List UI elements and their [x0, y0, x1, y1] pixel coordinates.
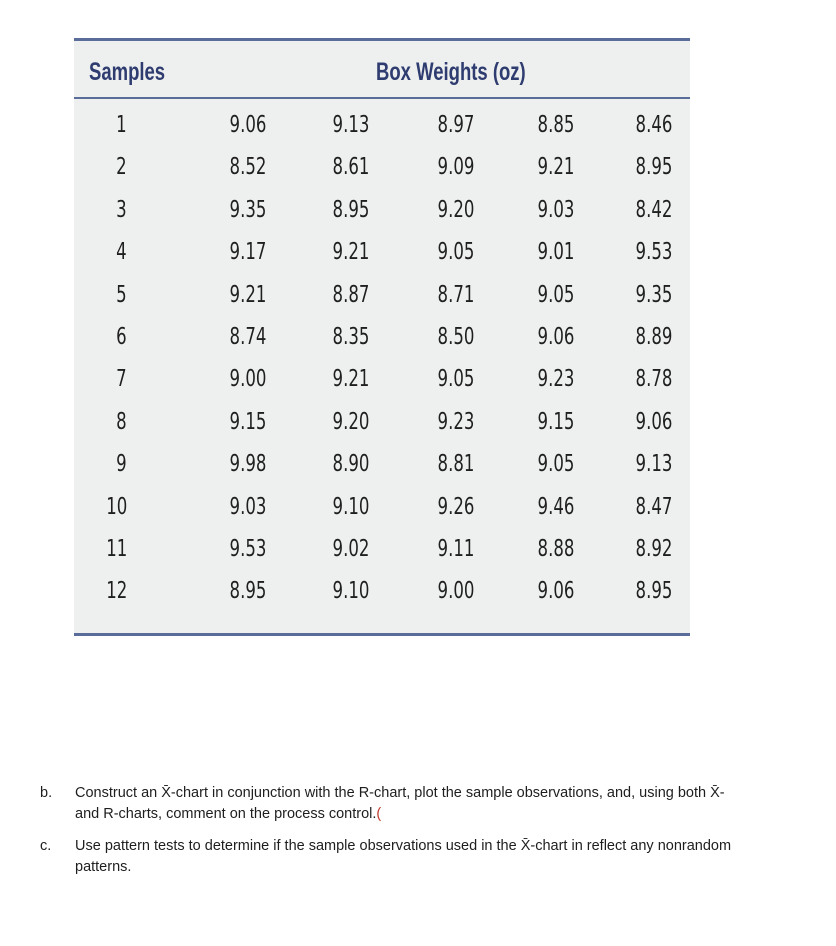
- box-weight-cell: 8.81: [437, 451, 475, 477]
- sample-number-cell: 7: [116, 366, 127, 392]
- box-weight-cell: 8.95: [635, 578, 673, 604]
- box-weight-cell: 9.00: [437, 578, 475, 604]
- box-weight-cell: 9.35: [635, 282, 673, 308]
- box-weight-cell: 9.11: [437, 536, 475, 562]
- box-weight-cell: 8.97: [437, 112, 475, 138]
- box-weight-cell: 8.61: [332, 154, 370, 180]
- box-weight-cell: 8.92: [635, 536, 673, 562]
- box-weight-cell: 9.98: [229, 451, 267, 477]
- box-weight-cell: 8.85: [537, 112, 575, 138]
- box-weight-cell: 9.23: [437, 409, 475, 435]
- question-b-marker: b.: [40, 785, 53, 801]
- box-weight-cell: 9.21: [332, 239, 370, 265]
- box-weight-cell: 9.10: [332, 578, 370, 604]
- sample-number-cell: 4: [116, 239, 127, 265]
- box-weight-cell: 8.88: [537, 536, 575, 562]
- sample-number-cell: 12: [105, 578, 127, 604]
- box-weight-cell: 9.23: [537, 366, 575, 392]
- text-cursor-mark: (: [376, 806, 382, 822]
- box-weight-cell: 8.89: [635, 324, 673, 350]
- box-weight-cell: 8.35: [332, 324, 370, 350]
- box-weight-cell: 9.53: [229, 536, 267, 562]
- box-weight-cell: 9.03: [229, 494, 267, 520]
- question-c-line-2: patterns.: [75, 859, 132, 875]
- box-weight-cell: 9.15: [229, 409, 267, 435]
- box-weight-cell: 8.47: [635, 494, 673, 520]
- samples-header: Samples: [89, 58, 166, 86]
- question-b-line-1: Construct an X̄-chart in conjunction with the R-chart, plot the sample observations, and, using both X̄-: [75, 785, 725, 801]
- box-weight-cell: 9.21: [229, 282, 267, 308]
- box-weight-cell: 9.20: [332, 409, 370, 435]
- box-weight-cell: 9.09: [437, 154, 475, 180]
- box-weight-cell: 9.06: [635, 409, 673, 435]
- box-weight-cell: 9.13: [635, 451, 673, 477]
- box-weight-cell: 9.35: [229, 197, 267, 223]
- box-weight-cell: 8.78: [635, 366, 673, 392]
- question-c-marker: c.: [40, 838, 52, 854]
- box-weight-cell: 9.05: [437, 239, 475, 265]
- sample-number-cell: 1: [116, 112, 127, 138]
- box-weight-cell: 9.05: [537, 282, 575, 308]
- header-divider: [74, 97, 690, 99]
- box-weight-cell: 9.13: [332, 112, 370, 138]
- box-weight-cell: 9.20: [437, 197, 475, 223]
- box-weight-cell: 9.06: [229, 112, 267, 138]
- box-weight-cell: 9.02: [332, 536, 370, 562]
- box-weight-cell: 9.53: [635, 239, 673, 265]
- box-weight-cell: 9.03: [537, 197, 575, 223]
- box-weight-cell: 8.71: [437, 282, 475, 308]
- box-weight-cell: 9.15: [537, 409, 575, 435]
- sample-number-cell: 3: [116, 197, 127, 223]
- box-weight-cell: 9.17: [229, 239, 267, 265]
- question-c-line-1: Use pattern tests to determine if the sample observations used in the X̄-chart in reflect any nonrandom: [75, 838, 732, 854]
- data-table: [74, 38, 690, 636]
- questions-block: [40, 783, 800, 889]
- sample-number-cell: 8: [116, 409, 127, 435]
- sample-number-cell: 10: [105, 494, 127, 520]
- box-weight-cell: 9.01: [537, 239, 575, 265]
- box-weight-cell: 8.90: [332, 451, 370, 477]
- box-weights-header: Box Weights (oz): [376, 58, 526, 86]
- box-weight-cell: 9.06: [537, 324, 575, 350]
- sample-number-cell: 6: [116, 324, 127, 350]
- sample-number-cell: 11: [105, 536, 127, 562]
- sample-number-cell: 2: [116, 154, 127, 180]
- box-weight-cell: 8.87: [332, 282, 370, 308]
- question-b-line-2: and R-charts, comment on the process control.: [75, 806, 377, 822]
- box-weight-cell: 9.05: [537, 451, 575, 477]
- box-weight-cell: 9.21: [537, 154, 575, 180]
- box-weight-cell: 9.46: [537, 494, 575, 520]
- box-weight-cell: 8.50: [437, 324, 475, 350]
- box-weight-cell: 9.06: [537, 578, 575, 604]
- box-weight-cell: 8.74: [229, 324, 267, 350]
- question-b: [40, 783, 800, 825]
- box-weight-cell: 8.95: [229, 578, 267, 604]
- box-weight-cell: 9.10: [332, 494, 370, 520]
- question-b-line-2-wrap: [75, 804, 800, 825]
- box-weight-cell: 8.95: [332, 197, 370, 223]
- question-c: [40, 836, 800, 878]
- box-weight-cell: 8.46: [635, 112, 673, 138]
- box-weight-cell: 9.00: [229, 366, 267, 392]
- sample-number-cell: 5: [116, 282, 127, 308]
- box-weight-cell: 9.05: [437, 366, 475, 392]
- sample-number-cell: 9: [116, 451, 127, 477]
- box-weight-cell: 9.26: [437, 494, 475, 520]
- box-weight-cell: 8.95: [635, 154, 673, 180]
- box-weight-cell: 9.21: [332, 366, 370, 392]
- box-weight-cell: 8.42: [635, 197, 673, 223]
- box-weight-cell: 8.52: [229, 154, 267, 180]
